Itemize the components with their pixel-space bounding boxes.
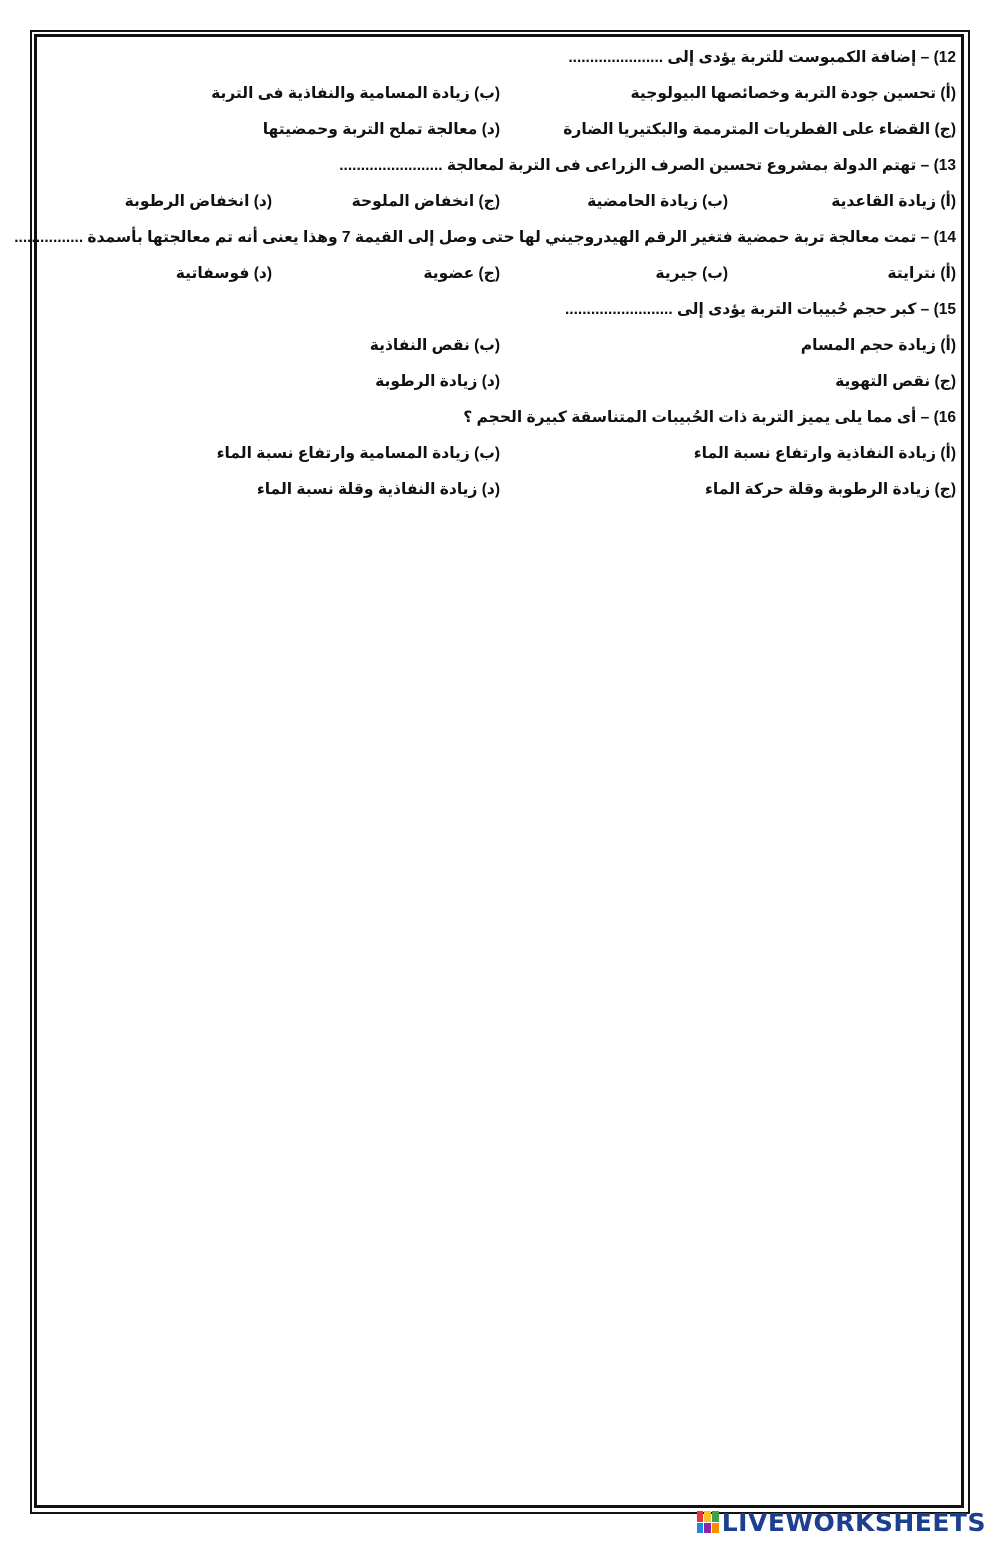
option-a[interactable]: (أ) نترايتة (887, 265, 956, 282)
option-c[interactable]: (ج) انخفاض الملوحة (351, 193, 500, 210)
watermark-text: LIVEWORKSHEETS (721, 1507, 986, 1537)
question-15-options-row-2 (44, 364, 956, 400)
option-d[interactable]: (د) انخفاض الرطوبة (124, 193, 272, 210)
option-d[interactable]: (د) زيادة الرطوبة (375, 373, 500, 390)
option-a[interactable]: (أ) زيادة النفاذية وارتفاع نسبة الماء (693, 445, 956, 462)
question-16: 16) – أى مما يلى يميز التربة ذات الحُبيبات المتناسقة كبيرة الحجم ؟ (463, 409, 956, 426)
option-b[interactable]: (ب) زيادة المسامية والنفاذية فى التربة (211, 85, 500, 102)
liveworksheets-watermark[interactable] (697, 1507, 986, 1537)
question-13: 13) – تهتم الدولة بمشروع تحسين الصرف الزراعى فى التربة لمعالجة ........................ (339, 157, 956, 174)
option-d[interactable]: (د) زيادة النفاذية وقلة نسبة الماء (256, 481, 500, 498)
option-b[interactable]: (ب) زيادة المسامية وارتفاع نسبة الماء (216, 445, 500, 462)
liveworksheets-logo-icon (697, 1511, 719, 1533)
option-b[interactable]: (ب) نقص النفاذية (369, 337, 500, 354)
option-c[interactable]: (ج) زيادة الرطوبة وقلة حركة الماء (704, 481, 956, 498)
option-d[interactable]: (د) معالجة تملح التربة وحمضيتها (262, 121, 500, 138)
option-c[interactable]: (ج) عضوية (423, 265, 500, 282)
question-16-options-row-2 (44, 472, 956, 508)
question-12-options-row-2 (44, 112, 956, 148)
option-c[interactable]: (ج) نقص التهوية (835, 373, 956, 390)
question-14: 14) – تمت معالجة تربة حمضية فتغير الرقم الهيدروجيني لها حتى وصل إلى القيمة 7 وهذا يعنى أنه تم معالجتها بأسمدة ................ (14, 229, 956, 246)
option-c[interactable]: (ج) القضاء على الفطريات المترممة والبكتيريا الضارة (563, 121, 956, 138)
worksheet-content (14, 40, 956, 508)
option-b[interactable]: (ب) زيادة الحامضية (587, 193, 728, 210)
question-15: 15) – كبر حجم حُبيبات التربة يؤدى إلى ......................... (564, 301, 956, 318)
option-a[interactable]: (أ) تحسين جودة التربة وخصائصها البيولوجية (630, 85, 956, 102)
option-a[interactable]: (أ) زيادة حجم المسام (800, 337, 956, 354)
option-d[interactable]: (د) فوسفاتية (175, 265, 272, 282)
option-b[interactable]: (ب) جيرية (655, 265, 728, 282)
question-14-options (44, 256, 956, 292)
question-16-options-row-1 (44, 436, 956, 472)
question-12-options-row-1 (44, 76, 956, 112)
option-a[interactable]: (أ) زيادة القاعدية (831, 193, 956, 210)
question-13-options (44, 184, 956, 220)
question-12: 12) – إضافة الكمبوست للتربة يؤدى إلى ...................... (568, 49, 956, 66)
question-15-options-row-1 (44, 328, 956, 364)
